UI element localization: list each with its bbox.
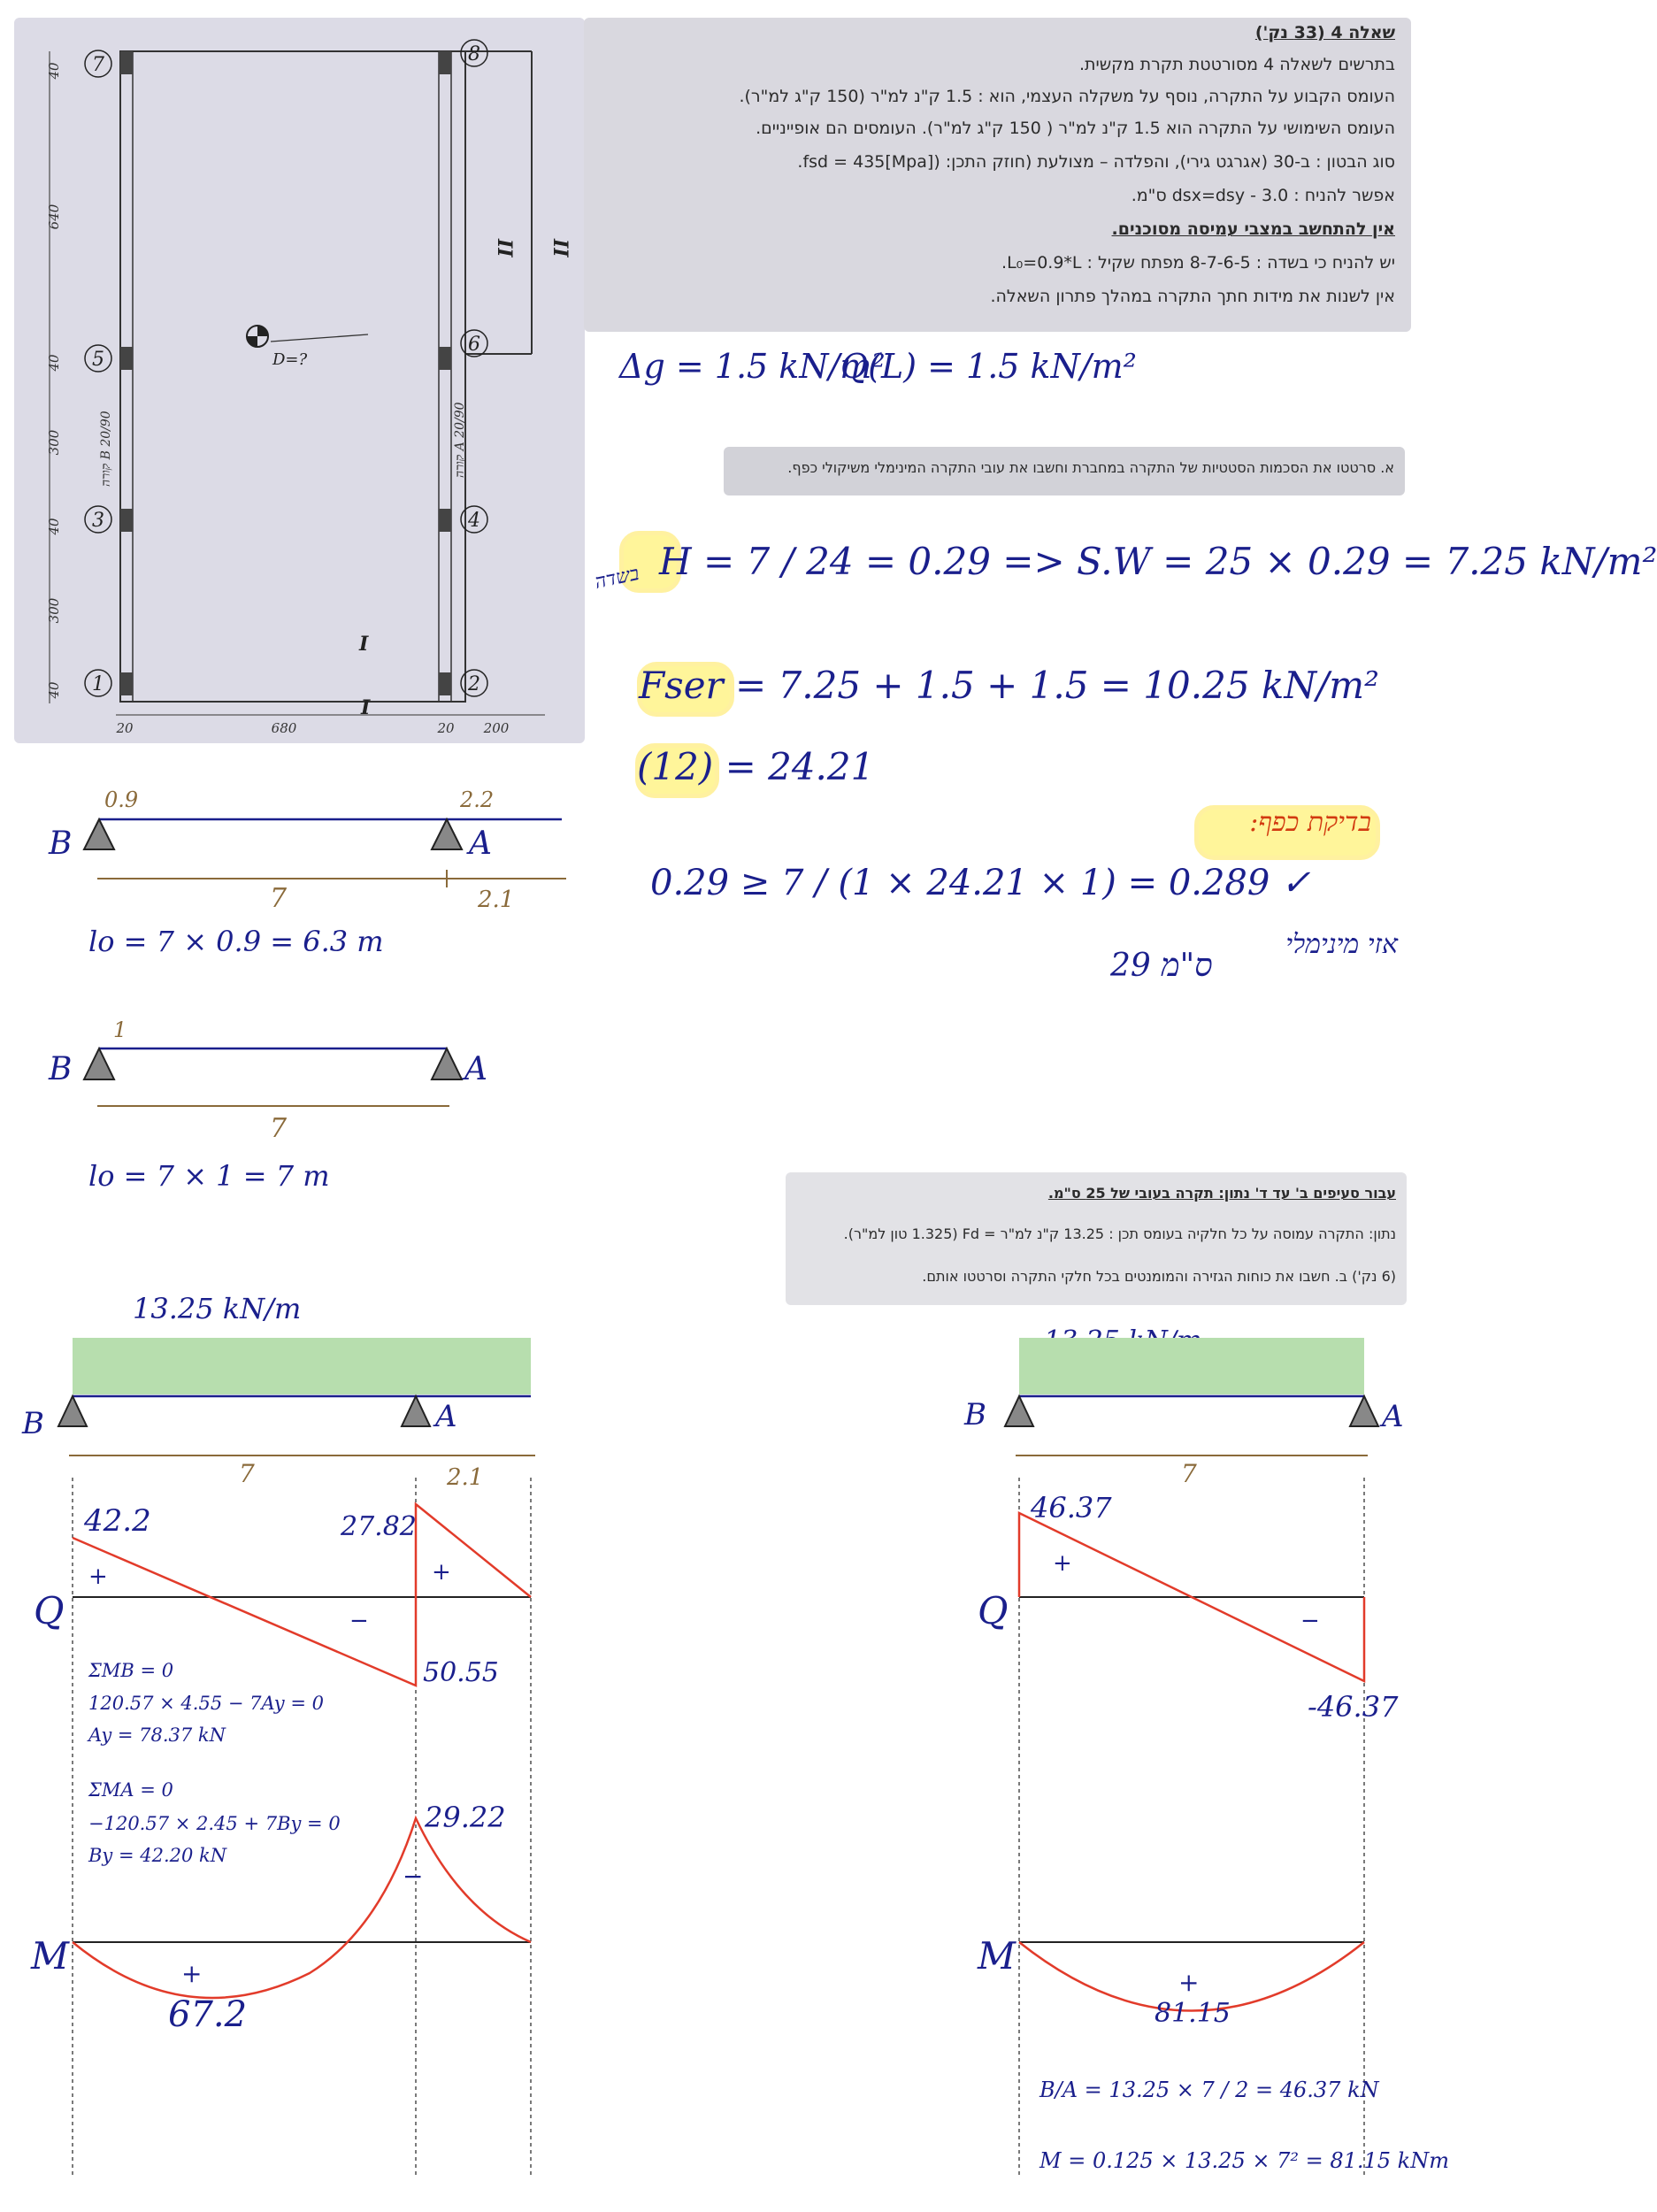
span-label: 7: [270, 1113, 288, 1144]
problem-title: שאלה 4 (33 נק'): [1254, 23, 1395, 42]
dim-label: 300: [46, 597, 62, 624]
equation: 120.57 × 4.55 − 7Ay = 0: [88, 1693, 324, 1714]
shear-value: -46.37: [1308, 1690, 1399, 1724]
beam-1-diagrams: [21, 1292, 535, 2177]
table-value: (12) = 24.21: [637, 745, 875, 788]
dim-label: 200: [483, 720, 510, 736]
problem-line: סוג הבטון : ב-30 (אגרגט גירי), והפלדה – מצולעת (חוזק התכן: (fsd = 435[Mpa].: [797, 152, 1395, 172]
shear-value: 27.82: [341, 1511, 417, 1542]
axis-label: Q: [34, 1589, 65, 1632]
support-b-icon: [58, 1396, 87, 1426]
node-label: 3: [92, 510, 104, 532]
span-label: 7: [239, 1459, 255, 1488]
node-label: 1: [92, 673, 104, 695]
thickness-calc: H = 7 / 24 = 0.29 => S.W = 25 × 0.29 = 7.25 kN/m²: [659, 540, 1657, 583]
dead-load-note: Δg = 1.5 kN/m²: [619, 347, 886, 386]
axis-label: M: [978, 1934, 1016, 1978]
support-label: A: [435, 1399, 457, 1434]
node-label: 7: [92, 54, 104, 76]
equation: −120.57 × 2.45 + 7By = 0: [88, 1813, 341, 1834]
sign-label: +: [1053, 1550, 1072, 1577]
static-scheme-2: [48, 1018, 487, 1193]
support-b-icon: [84, 1048, 114, 1079]
equation: ΣMB = 0: [88, 1660, 174, 1681]
bending-check-label: בדיקת כפף:: [1249, 807, 1371, 838]
part-bd-line: נתון: התקרה עמוסה על כל חלקיה בעומס תכן : 13.25 ק"נ למ"ר = Fd (1.325 טון למ"ר).: [843, 1225, 1396, 1242]
span-label: 7: [1181, 1459, 1197, 1488]
support-a-icon: [432, 819, 462, 849]
moment-value: 81.15: [1155, 1998, 1231, 2029]
scheme-label: 0.9: [104, 787, 139, 812]
sign-label: +: [432, 1559, 451, 1586]
node-label: 6: [468, 334, 480, 356]
sign-label: +: [88, 1563, 108, 1590]
part-a-text: א. סרטטו את הסכמות הסטטיות של התקרה במחברת וחשבו את עובי התקרה המינימלי משיקולי כפף.: [787, 459, 1394, 476]
equation: B/A = 13.25 × 7 / 2 = 46.37 kN: [1039, 2078, 1379, 2102]
node-label: 4: [468, 510, 480, 532]
dim-label: 640: [46, 204, 62, 230]
sign-label: −: [1300, 1608, 1320, 1634]
beam-b-label: קורה B 20/90: [99, 411, 113, 487]
moment-value: 29.22: [425, 1801, 506, 1834]
d-label: D=?: [272, 350, 308, 369]
dim-label: 20: [437, 720, 455, 736]
dim-label: 300: [46, 429, 62, 456]
shear-value: 42.2: [84, 1503, 151, 1539]
shear-value: 46.37: [1031, 1491, 1112, 1525]
static-scheme-1: [48, 787, 566, 958]
support-b-icon: [84, 819, 114, 849]
sign-label: +: [181, 1959, 203, 1988]
effective-span-calc: lo = 7 × 0.9 = 6.3 m: [88, 925, 384, 958]
node-label: 8: [468, 43, 480, 65]
span-label: 7: [270, 883, 288, 914]
support-a-icon: [1350, 1396, 1378, 1426]
equation: Ay = 78.37 kN: [88, 1724, 226, 1746]
bending-check: 0.29 ≥ 7 / (1 × 24.21 × 1) = 0.289 ✓: [650, 863, 1311, 903]
node-label: 2: [468, 673, 480, 695]
scheme-label: 2.2: [460, 787, 495, 812]
equation: By = 42.20 kN: [88, 1845, 227, 1866]
support-label: B: [49, 826, 73, 862]
dim-label: 40: [46, 62, 62, 80]
section-mark: I: [361, 696, 371, 719]
moment-value: 67.2: [168, 1994, 248, 2035]
problem-line: העומס הקבוע על התקרה, נוסף על משקלה העצמי, הוא : 1.5 ק"נ למ"ר (150 ק"ג למ"ר).: [739, 87, 1395, 106]
service-load-calc: Fser = 7.25 + 1.5 + 1.5 = 10.25 kN/m²: [639, 664, 1379, 707]
distributed-load: [1019, 1338, 1364, 1394]
scheme-label: 1: [113, 1018, 127, 1042]
overhang-label: 2.1: [447, 1464, 484, 1491]
dim-label: 40: [46, 518, 62, 535]
node-label: 5: [92, 349, 104, 371]
beam-2-diagrams: [963, 1325, 1449, 2177]
equation: M = 0.125 × 13.25 × 7² = 81.15 kNm: [1039, 2148, 1449, 2173]
sign-label: −: [349, 1608, 369, 1634]
problem-line: העומס השימושי על התקרה הוא 1.5 ק"נ למ"ר ( 150 ק"ג למ"ר). העומסים הם אופייניים.: [756, 119, 1395, 138]
support-label: B: [49, 1051, 73, 1087]
beam-a-label: קורה A 20/90: [453, 402, 467, 478]
distributed-load: [73, 1338, 531, 1394]
section-mark: I: [359, 633, 369, 656]
support-label: A: [464, 1051, 487, 1087]
dim-label: 40: [46, 681, 62, 699]
overhang-label: 2.1: [478, 887, 515, 913]
axis-label: Q: [978, 1589, 1009, 1632]
support-label: A: [1382, 1399, 1404, 1434]
part-bd-line: (6 נק') ב. חשבו את כוחות הגזירה והמומנטים בכל חלקי התקרה וסרטטו אותם.: [922, 1268, 1396, 1285]
shear-value: 50.55: [423, 1657, 499, 1688]
support-label: B: [22, 1406, 44, 1441]
support-label: B: [964, 1397, 986, 1432]
problem-line: אין להתחשב במצבי עמיסה מסוכנים.: [1111, 219, 1395, 239]
part-bd-line: עבור סעיפים ב' עד ד' נתון: תקרה בעובי של 25 ס"מ.: [1047, 1185, 1396, 1202]
sign-label: +: [1178, 1968, 1200, 1997]
dim-label: 40: [46, 354, 62, 372]
support-a-icon: [432, 1048, 462, 1079]
section-mark: II: [493, 239, 516, 257]
sign-label: −: [403, 1862, 424, 1891]
min-note: אזי מינימלי: [1285, 929, 1398, 960]
h-note: בשדה: [593, 563, 641, 594]
min-value: 29 ס"מ: [1110, 948, 1213, 984]
effective-span-calc: lo = 7 × 1 = 7 m: [88, 1159, 330, 1193]
support-a-icon: [402, 1396, 430, 1426]
section-mark: II: [548, 239, 572, 257]
equation: ΣMA = 0: [88, 1779, 173, 1801]
problem-line: אין לשנות את מידות חתך התקרה במהלך פתרון השאלה.: [990, 287, 1395, 306]
support-label: A: [469, 826, 492, 862]
problem-line: בתרשים לשאלה 4 מסורטטת תקרת מקשית.: [1078, 55, 1395, 74]
dim-label: 680: [271, 720, 297, 736]
problem-line: יש להניח כי בשדה : 8-7-6-5 מפתח שקיל : L₀=0.9*L.: [1001, 253, 1395, 273]
load-label: 13.25 kN/m: [133, 1292, 302, 1325]
live-load-note: Q(L) = 1.5 kN/m²: [840, 347, 1137, 386]
dim-label: 20: [116, 720, 134, 736]
support-b-icon: [1005, 1396, 1033, 1426]
problem-line: אפשר להניח : dsx=dsy - 3.0 ס"מ.: [1131, 186, 1395, 205]
axis-label: M: [31, 1934, 70, 1978]
